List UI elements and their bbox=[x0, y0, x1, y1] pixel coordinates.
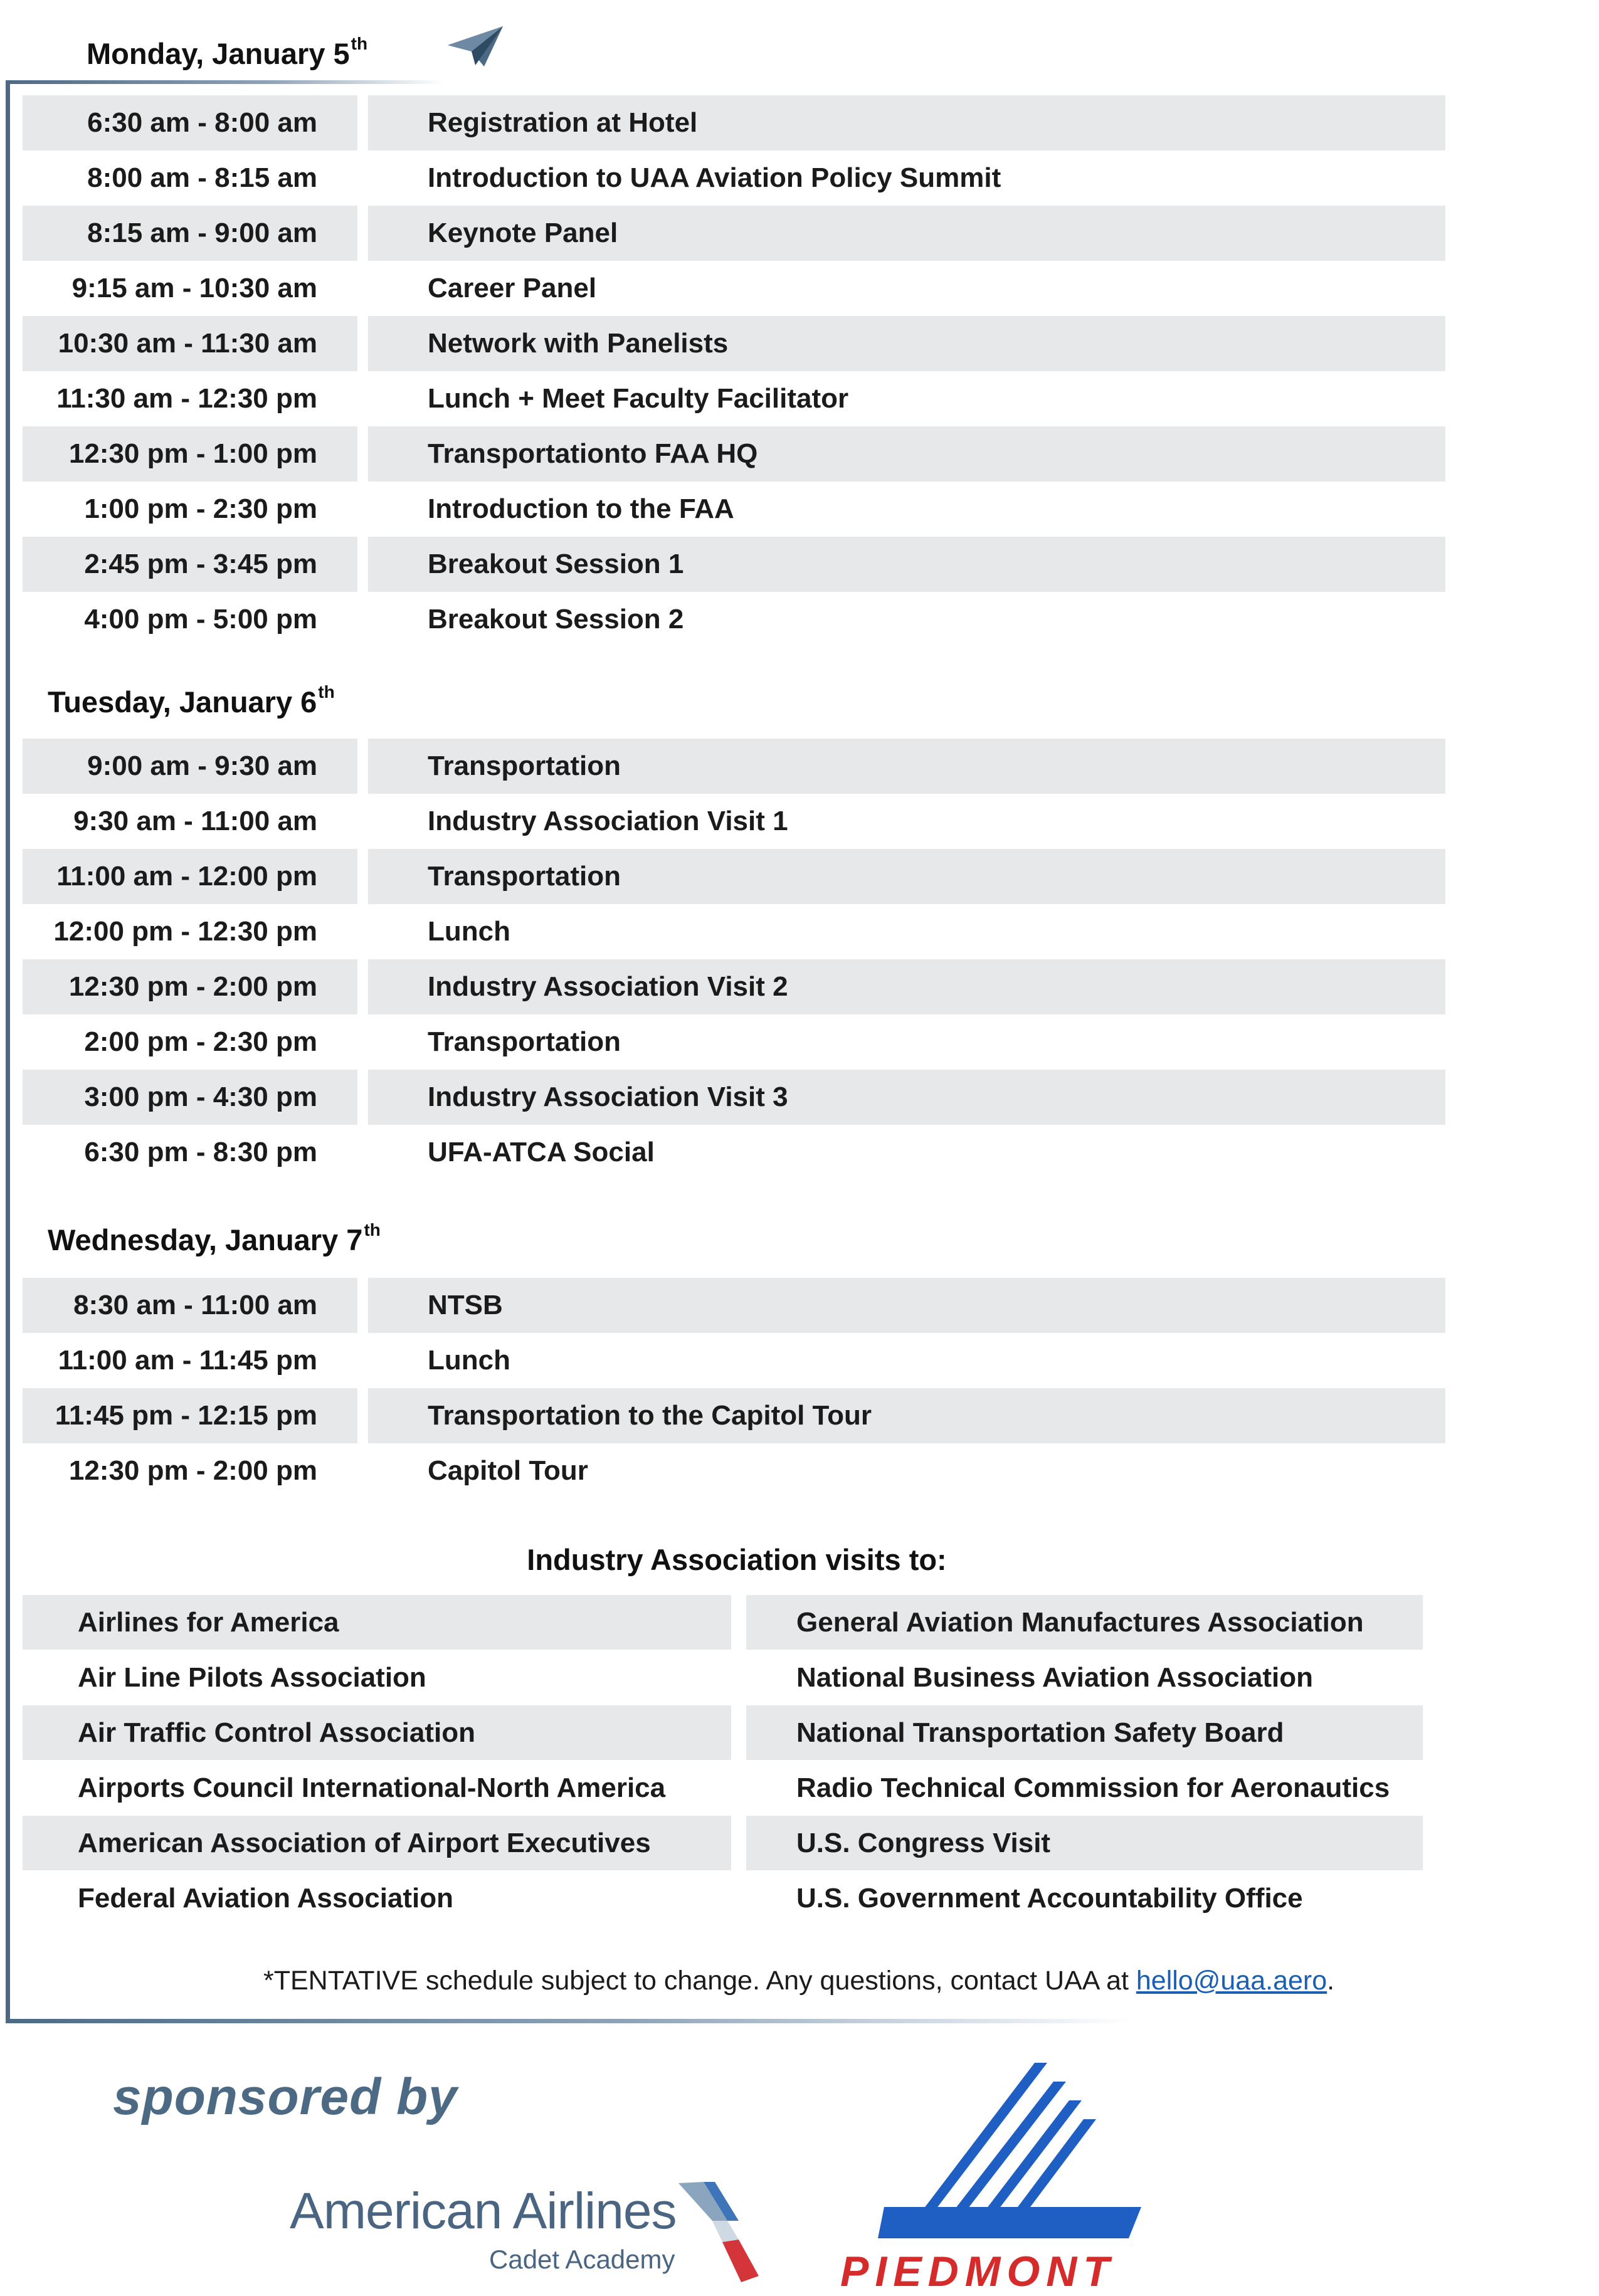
session-time: 6:30 pm - 8:30 pm bbox=[84, 1137, 317, 1167]
association-left: Federal Aviation Association bbox=[78, 1883, 454, 1914]
association-right: U.S. Government Accountability Office bbox=[796, 1883, 1303, 1914]
session-time: 11:00 am - 12:00 pm bbox=[23, 849, 357, 904]
session-event: Transportation bbox=[368, 849, 1445, 904]
tentative-note bbox=[263, 1966, 1430, 1996]
session-event: NTSB bbox=[368, 1278, 1445, 1333]
session-time: 4:00 pm - 5:00 pm bbox=[84, 604, 317, 635]
day-heading-wednesday bbox=[48, 1220, 381, 1257]
tentative-note-text: *TENTATIVE schedule subject to change. Any questions, contact UAA at bbox=[263, 1966, 1136, 1996]
american-airlines-flight-symbol-icon bbox=[678, 2182, 760, 2282]
session-time: 1:00 pm - 2:30 pm bbox=[84, 493, 317, 524]
session-time: 6:30 am - 8:00 am bbox=[23, 95, 357, 150]
association-right: National Business Aviation Association bbox=[796, 1662, 1313, 1693]
sponsored-by-label: sponsored by bbox=[113, 2068, 458, 2125]
session-event: Lunch bbox=[428, 916, 510, 947]
session-event: Industry Association Visit 3 bbox=[368, 1070, 1445, 1125]
paper-plane-icon bbox=[446, 24, 504, 69]
session-event: Industry Association Visit 2 bbox=[368, 959, 1445, 1014]
session-time: 12:30 pm - 1:00 pm bbox=[23, 426, 357, 482]
association-left: Airlines for America bbox=[23, 1595, 731, 1650]
session-event: UFA-ATCA Social bbox=[428, 1137, 655, 1167]
session-time: 11:00 am - 11:45 pm bbox=[58, 1345, 317, 1376]
frame-left-border bbox=[6, 82, 10, 2023]
session-event: Introduction to UAA Aviation Policy Summit bbox=[428, 162, 1001, 193]
day-heading-text: Wednesday, January 7 bbox=[48, 1223, 363, 1256]
session-event: Career Panel bbox=[428, 273, 597, 303]
session-event: Breakout Session 2 bbox=[428, 604, 684, 635]
session-time: 11:30 am - 12:30 pm bbox=[56, 383, 317, 414]
association-left: American Association of Airport Executives bbox=[23, 1816, 731, 1870]
frame-top-border bbox=[6, 80, 445, 84]
session-time: 10:30 am - 11:30 am bbox=[23, 316, 357, 371]
session-time: 9:30 am - 11:00 am bbox=[73, 806, 317, 836]
session-event: Transportation to the Capitol Tour bbox=[368, 1388, 1445, 1443]
piedmont-name: PIEDMONT bbox=[840, 2248, 1116, 2295]
session-time: 3:00 pm - 4:30 pm bbox=[23, 1070, 357, 1125]
association-right: National Transportation Safety Board bbox=[746, 1705, 1423, 1760]
association-right: U.S. Congress Visit bbox=[746, 1816, 1423, 1870]
session-time: 2:00 pm - 2:30 pm bbox=[84, 1026, 317, 1057]
session-time: 12:30 pm - 2:00 pm bbox=[23, 959, 357, 1014]
associations-title: Industry Association visits to: bbox=[527, 1543, 947, 1576]
frame-bottom-border bbox=[6, 2019, 1134, 2023]
session-time: 12:00 pm - 12:30 pm bbox=[53, 916, 317, 947]
american-airlines-subtitle: Cadet Academy bbox=[489, 2245, 675, 2274]
session-event: Industry Association Visit 1 bbox=[428, 806, 788, 836]
session-time: 8:30 am - 11:00 am bbox=[23, 1278, 357, 1333]
session-time: 9:00 am - 9:30 am bbox=[23, 739, 357, 794]
session-event: Transportation bbox=[368, 739, 1445, 794]
association-left: Air Traffic Control Association bbox=[23, 1705, 731, 1760]
session-event: Lunch bbox=[428, 1345, 510, 1376]
session-event: Breakout Session 1 bbox=[368, 537, 1445, 592]
session-event: Lunch + Meet Faculty Facilitator bbox=[428, 383, 849, 414]
session-time: 8:15 am - 9:00 am bbox=[23, 206, 357, 261]
day-heading-monday bbox=[87, 36, 367, 71]
session-time: 12:30 pm - 2:00 pm bbox=[68, 1455, 317, 1486]
session-event: Transportation bbox=[428, 1026, 621, 1057]
session-time: 9:15 am - 10:30 am bbox=[71, 273, 317, 303]
piedmont-wing-icon bbox=[878, 2056, 1154, 2245]
day-heading-suffix: th bbox=[351, 34, 368, 54]
contact-email-link[interactable]: hello@uaa.aero bbox=[1136, 1966, 1327, 1996]
session-event: Introduction to the FAA bbox=[428, 493, 734, 524]
american-airlines-name: American Airlines bbox=[290, 2183, 677, 2240]
session-event: Transportationto FAA HQ bbox=[368, 426, 1445, 482]
day-heading-suffix: th bbox=[318, 682, 335, 702]
day-heading-text: Monday, January 5 bbox=[87, 37, 350, 70]
day-heading-text: Tuesday, January 6 bbox=[48, 685, 317, 719]
association-right: General Aviation Manufactures Association bbox=[746, 1595, 1423, 1650]
session-time: 8:00 am - 8:15 am bbox=[87, 162, 317, 193]
session-event: Registration at Hotel bbox=[368, 95, 1445, 150]
session-time: 11:45 pm - 12:15 pm bbox=[23, 1388, 357, 1443]
association-right: Radio Technical Commission for Aeronautics bbox=[796, 1772, 1390, 1803]
association-left: Airports Council International-North America bbox=[78, 1772, 666, 1803]
session-event: Keynote Panel bbox=[368, 206, 1445, 261]
tentative-note-end: . bbox=[1327, 1966, 1335, 1996]
association-left: Air Line Pilots Association bbox=[78, 1662, 426, 1693]
american-airlines-logo bbox=[290, 2182, 766, 2285]
session-event: Capitol Tour bbox=[428, 1455, 588, 1486]
session-time: 2:45 pm - 3:45 pm bbox=[23, 537, 357, 592]
piedmont-logo bbox=[840, 2056, 1179, 2295]
day-heading-tuesday bbox=[48, 682, 335, 719]
day-heading-suffix: th bbox=[364, 1220, 381, 1240]
session-event: Network with Panelists bbox=[368, 316, 1445, 371]
